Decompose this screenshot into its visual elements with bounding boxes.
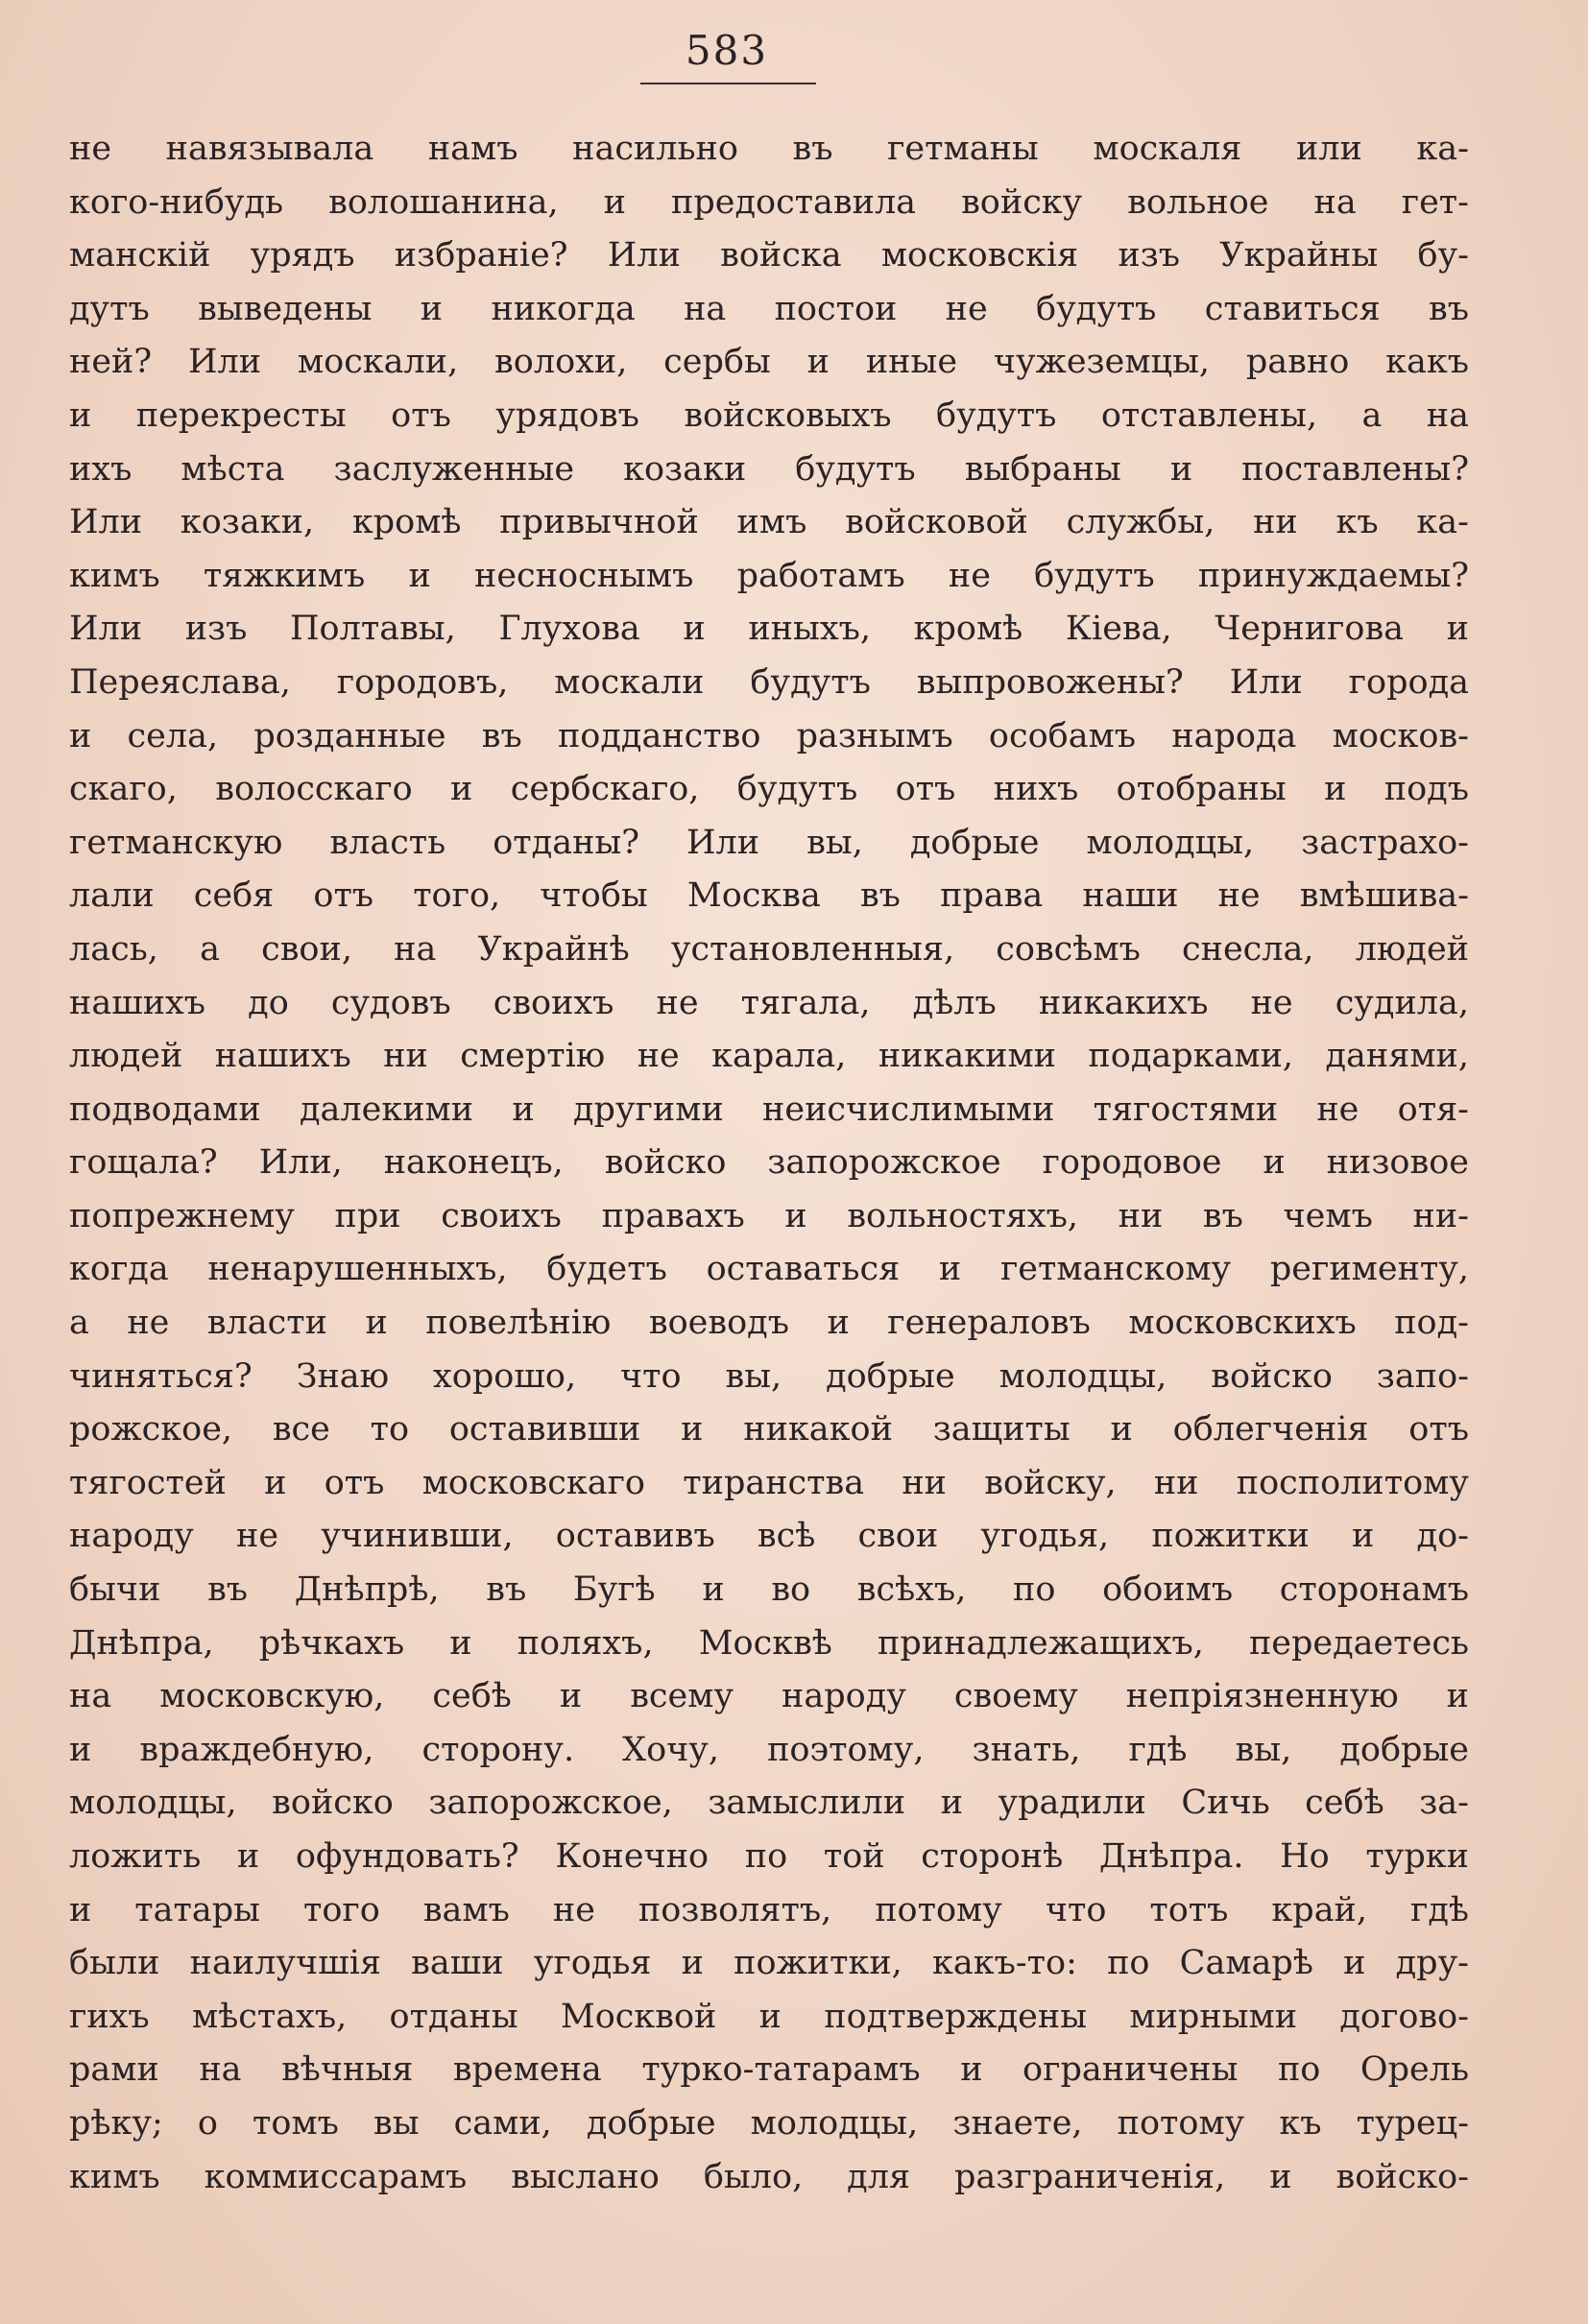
text-line: ней? Или москали, волохи, сербы и иные чужеземцы, равно какъ: [69, 343, 1469, 382]
text-line: ложить и офундовать? Конечно по той сторонѣ Днѣпра. Но турки: [69, 1837, 1469, 1876]
text-line: скаго, волосскаго и сербскаго, будутъ отъ нихъ отобраны и подъ: [69, 770, 1469, 809]
text-line: и татары того вамъ не позволятъ, потому что тотъ край, гдѣ: [69, 1890, 1469, 1929]
text-line: бычи въ Днѣпрѣ, въ Бугѣ и во всѣхъ, по обоимъ сторонамъ: [69, 1570, 1469, 1610]
page-number: 583: [685, 27, 769, 74]
page-number-rule: [640, 83, 816, 84]
text-line: рами на вѣчныя времена турко-татарамъ и ограничены по Орель: [69, 2050, 1469, 2090]
text-line: народу не учинивши, оставивъ всѣ свои угодья, пожитки и до-: [69, 1517, 1469, 1556]
text-line: кимъ тяжкимъ и несноснымъ работамъ не будутъ принуждаемы?: [69, 556, 1469, 595]
text-line: Или козаки, кромѣ привычной имъ войсковой службы, ни къ ка-: [69, 503, 1469, 542]
text-line: лась, а свои, на Украйнѣ установленныя, совсѣмъ снесла, людей: [69, 929, 1469, 969]
text-line: Переяслава, городовъ, москали будутъ выпровожены? Или города: [69, 662, 1469, 702]
text-line: рѣку; о томъ вы сами, добрые молодцы, знаете, потому къ турец-: [69, 2103, 1469, 2143]
text-line: тягостей и отъ московскаго тиранства ни войску, ни посполитому: [69, 1463, 1469, 1502]
text-line: не навязывала намъ насильно въ гетманы москаля или ка-: [69, 130, 1469, 168]
text-line: нашихъ до судовъ своихъ не тягала, дѣлъ никакихъ не судила,: [69, 983, 1469, 1022]
text-line: гихъ мѣстахъ, отданы Москвой и подтверждены мирными догово-: [69, 1997, 1469, 2036]
text-line: ихъ мѣста заслуженные козаки будутъ выбраны и поставлены?: [69, 449, 1469, 489]
text-line: лали себя отъ того, чтобы Москва въ права наши не вмѣшива-: [69, 876, 1469, 916]
text-line: подводами далекими и другими неисчислимыми тягостями не отя-: [69, 1090, 1469, 1129]
text-line: дутъ выведены и никогда на постои не будутъ ставиться въ: [69, 289, 1469, 328]
text-line: кого-нибудь волошанина, и предоставила войску вольное на гет-: [69, 182, 1469, 222]
text-line: когда ненарушенныхъ, будетъ оставаться и гетманскому регименту,: [69, 1250, 1469, 1289]
text-line: чиняться? Знаю хорошо, что вы, добрые молодцы, войско запо-: [69, 1356, 1469, 1396]
text-line: людей нашихъ ни смертію не карала, никакими подарками, данями,: [69, 1037, 1469, 1076]
text-line: были наилучшія ваши угодья и пожитки, какъ-то: по Самарѣ и дру-: [69, 1944, 1469, 1983]
text-line: и враждебную, сторону. Хочу, поэтому, знать, гдѣ вы, добрые: [69, 1730, 1469, 1769]
text-line: кимъ коммиссарамъ выслано было, для разграниченія, и войско-: [69, 2157, 1469, 2196]
text-line: Или изъ Полтавы, Глухова и иныхъ, кромѣ Кіева, Чернигова и: [69, 610, 1469, 649]
text-line: а не власти и повелѣнію воеводъ и генераловъ московскихъ под-: [69, 1304, 1469, 1343]
text-line: и перекресты отъ урядовъ войсковыхъ будутъ отставлены, а на: [69, 395, 1469, 435]
text-line: манскій урядъ избраніе? Или войска московскія изъ Украйны бу-: [69, 236, 1469, 276]
text-line: молодцы, войско запорожское, замыслили и урадили Сичь себѣ за-: [69, 1784, 1469, 1823]
text-line: гетманскую власть отданы? Или вы, добрые молодцы, застрахо-: [69, 823, 1469, 862]
body-text: [69, 123, 1469, 2204]
text-line: Днѣпра, рѣчкахъ и поляхъ, Москвѣ принадлежащихъ, передаетесь: [69, 1623, 1469, 1663]
text-line: попрежнему при своихъ правахъ и вольностяхъ, ни въ чемъ ни-: [69, 1196, 1469, 1235]
text-line: гощала? Или, наконецъ, войско запорожское городовое и низовое: [69, 1143, 1469, 1183]
text-line: на московскую, себѣ и всему народу своему непріязненную и: [69, 1677, 1469, 1716]
text-line: и села, розданные въ подданство разнымъ особамъ народа москов-: [69, 716, 1469, 755]
text-line: рожское, все то оставивши и никакой защиты и облегченія отъ: [69, 1410, 1469, 1450]
